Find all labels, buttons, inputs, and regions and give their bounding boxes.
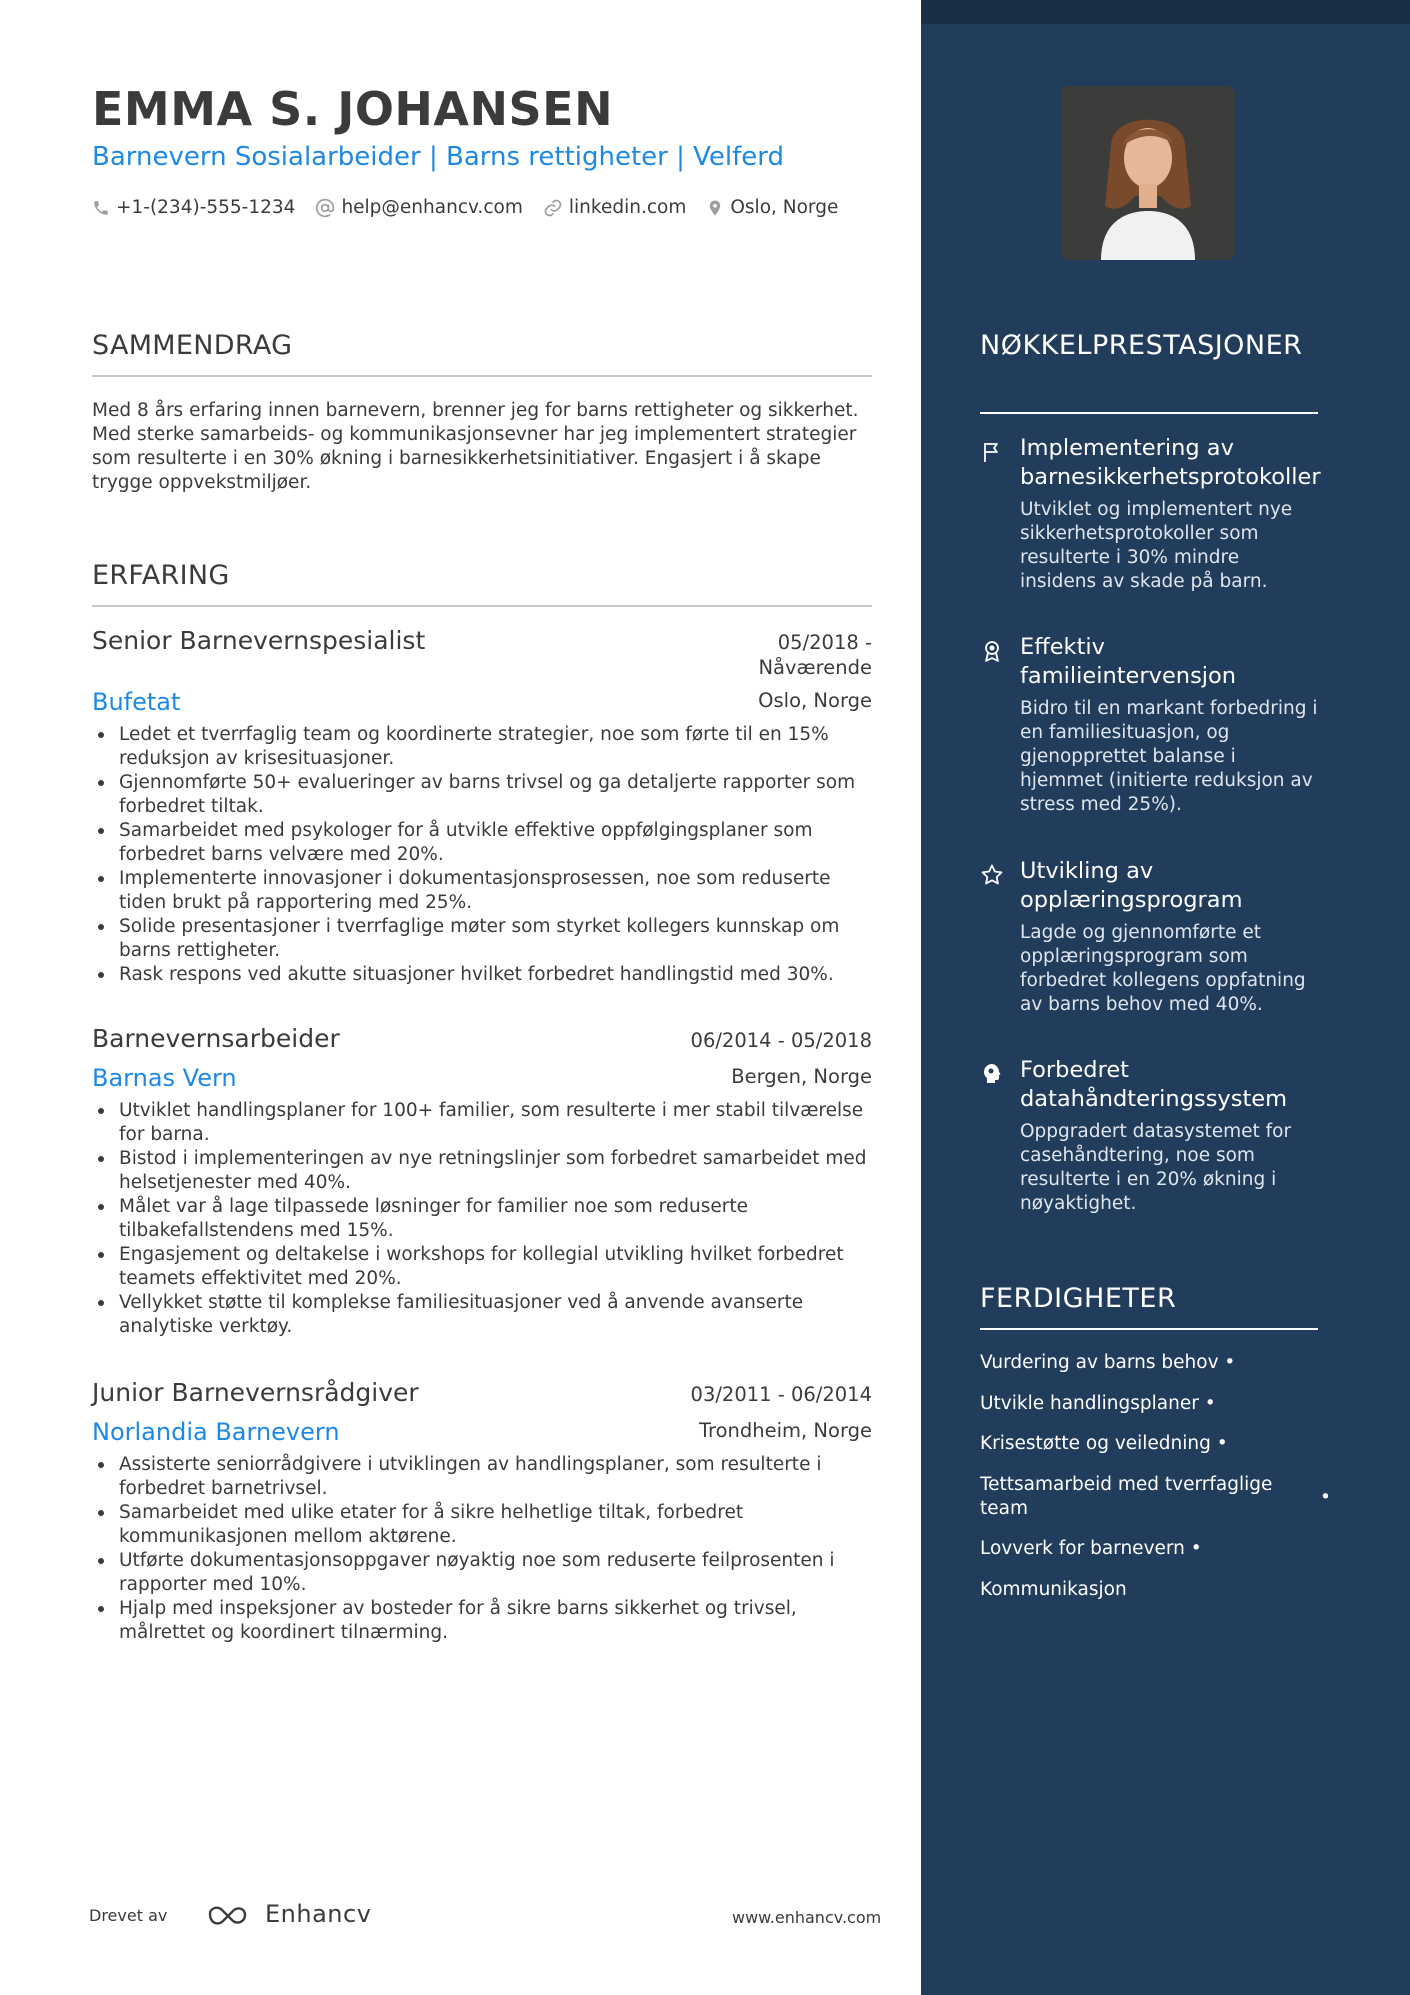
portrait-illustration xyxy=(1061,86,1235,260)
skill-label: Utvikle handlingsplaner xyxy=(980,1393,1199,1414)
contact-bar xyxy=(92,197,858,218)
job-bullets xyxy=(92,1099,872,1339)
contact-email-text: help@enhancv.com xyxy=(341,197,523,218)
achievement-description: Oppgradert datasystemet for casehåndtering, noe som resulterte i en 20% økning i nøyaktighet. xyxy=(1020,1121,1292,1214)
job-bullet: Gjennomførte 50+ evalueringer av barns trivsel og ga detaljerte rapporter som forbedret tiltak. xyxy=(92,771,872,819)
summary-divider xyxy=(92,375,872,377)
job-company[interactable]: Norlandia Barnevern xyxy=(92,1418,340,1446)
job-bullet: Målet var å lage tilpassede løsninger for familier noe som reduserte tilbakefallstendens med 15%. xyxy=(92,1195,872,1243)
job-location: Trondheim, Norge xyxy=(698,1419,872,1442)
profile-photo xyxy=(1061,86,1235,260)
skill-separator: • xyxy=(1224,1352,1236,1373)
job-bullets xyxy=(92,1453,872,1645)
job-bullet: Assisterte seniorrådgivere i utviklingen av handlingsplaner, som resulterte i forbedret barnetrivsel. xyxy=(92,1453,872,1501)
enhancv-logo-icon xyxy=(207,1901,257,1927)
skill-item xyxy=(980,1578,1320,1602)
summary-section-title: SAMMENDRAG xyxy=(92,330,293,361)
skill-label: Kommunikasjon xyxy=(980,1579,1127,1600)
job-bullet: Solide presentasjoner i tverrfaglige møter som styrket kollegers kunnskap om barns rettigheter. xyxy=(92,915,872,963)
job-bullet: Utviklet handlingsplaner for 100+ familier, som resulterte i mer stabil tilværelse for barna. xyxy=(92,1099,872,1147)
footer-url[interactable]: www.enhancv.com xyxy=(732,1908,882,1927)
job-bullet: Samarbeidet med psykologer for å utvikle effektive oppfølgingsplaner som forbedret barns velvære med 20%. xyxy=(92,819,872,867)
award-ribbon-icon xyxy=(980,639,1004,663)
footer-brand-name: Enhancv xyxy=(265,1900,372,1928)
job-bullet: Vellykket støtte til komplekse familiesituasjoner ved å anvende avanserte analytiske verktøy. xyxy=(92,1291,872,1339)
achievement-title: Forbedret datahåndteringssystem xyxy=(1020,1057,1288,1112)
sidebar-top-band xyxy=(921,0,1410,24)
skill-separator: • xyxy=(1216,1433,1228,1454)
job-bullet: Engasjement og deltakelse i workshops for kollegial utvikling hvilket forbedret teamets effektivitet med 20%. xyxy=(92,1243,872,1291)
job-location: Oslo, Norge xyxy=(758,689,872,712)
footer-brand-logo[interactable] xyxy=(207,1900,371,1928)
skills-section-title: FERDIGHETER xyxy=(980,1283,1177,1314)
contact-location xyxy=(706,197,838,218)
skill-label: Lovverk for barnevern xyxy=(980,1538,1185,1559)
contact-linkedin-text: linkedin.com xyxy=(568,197,687,218)
skill-separator: • xyxy=(1190,1538,1202,1559)
skill-item xyxy=(980,1473,1280,1521)
achievement-description: Lagde og gjennomførte et opplæringsprogram som forbedret kollegens oppfatning av barns behov med 40%. xyxy=(1020,922,1306,1015)
contact-email[interactable] xyxy=(315,197,522,218)
achievement-description: Bidro til en markant forbedring i en familiesituasjon, og gjenopprettet balanse i hjemmet (initierte reduksjon av stress med 25%). xyxy=(1020,698,1318,815)
job-bullets xyxy=(92,723,872,987)
candidate-headline: Barnevern Sosialarbeider | Barns rettigheter | Velferd xyxy=(92,142,785,172)
job-company[interactable]: Barnas Vern xyxy=(92,1064,237,1092)
achievement-description: Utviklet og implementert nye sikkerhetsprotokoller som resulterte i 30% mindre insidens av skade på barn. xyxy=(1020,499,1293,592)
job-bullet: Samarbeidet med ulike etater for å sikre helhetlige tiltak, forbedret kommunikasjonen mellom aktørene. xyxy=(92,1501,872,1549)
experience-divider xyxy=(92,605,872,607)
skill-label: Krisestøtte og veiledning xyxy=(980,1433,1211,1454)
skill-item xyxy=(980,1392,1320,1416)
brain-head-icon xyxy=(980,1062,1004,1086)
skill-separator: • xyxy=(1204,1393,1216,1414)
job-bullet: Rask respons ved akutte situasjoner hvilket forbedret handlingstid med 30%. xyxy=(92,963,872,987)
skill-label: Tettsamarbeid med tverrfaglige team xyxy=(980,1474,1273,1519)
link-icon xyxy=(543,198,563,218)
achievement-title: Effektiv familieintervensjon xyxy=(1020,634,1237,689)
skill-item xyxy=(980,1537,1320,1561)
location-pin-icon xyxy=(706,198,724,218)
job-location: Bergen, Norge xyxy=(731,1065,872,1088)
achievement-title: Utvikling av opplæringsprogram xyxy=(1020,858,1243,913)
job-bullet: Bistod i implementeringen av nye retningslinjer som forbedret samarbeidet med helsetjenester med 40%. xyxy=(92,1147,872,1195)
summary-text: Med 8 års erfaring innen barnevern, brenner jeg for barns rettigheter og sikkerhet. Med sterke samarbeids- og kommunikasjonsevner har jeg implementert strategier som resulterte i en 30% økning i barnesikkerhetsinitiativer. Engasjert i å skape trygge oppvekstmiljøer. xyxy=(92,400,859,493)
skill-item xyxy=(980,1432,1320,1456)
contact-location-text: Oslo, Norge xyxy=(730,197,839,218)
star-icon xyxy=(980,863,1004,887)
at-icon xyxy=(315,198,335,218)
job-bullet: Implementerte innovasjoner i dokumentasjonsprosessen, noe som reduserte tiden brukt på rapportering med 25%. xyxy=(92,867,872,915)
skills-divider xyxy=(980,1328,1318,1330)
contact-phone[interactable] xyxy=(92,197,295,218)
footer-powered-by: Drevet av xyxy=(89,1906,168,1925)
job-company[interactable]: Bufetat xyxy=(92,688,181,716)
skill-item xyxy=(980,1351,1320,1375)
achievements-section-title: NØKKELPRESTASJONER xyxy=(980,330,1303,361)
achievement-title: Implementering av barnesikkerhetsprotokoller xyxy=(1020,435,1321,490)
job-bullet: Ledet et tverrfaglig team og koordinerte strategier, noe som førte til en 15% reduksjon av krisesituasjoner. xyxy=(92,723,872,771)
phone-icon xyxy=(92,199,110,217)
candidate-name: EMMA S. JOHANSEN xyxy=(92,82,614,136)
experience-section-title: ERFARING xyxy=(92,560,230,591)
job-date: 03/2011 - 06/2014 xyxy=(690,1383,872,1406)
job-bullet: Hjalp med inspeksjoner av bosteder for å sikre barns sikkerhet og trivsel, målrettet og koordinert tilnærming. xyxy=(92,1597,872,1645)
job-title: Barnevernsarbeider xyxy=(92,1024,340,1053)
contact-linkedin[interactable] xyxy=(543,197,686,218)
contact-phone-text: +1-(234)-555-1234 xyxy=(116,197,296,218)
skill-label: Vurdering av barns behov xyxy=(980,1352,1219,1373)
job-bullet: Utførte dokumentasjonsoppgaver nøyaktig noe som reduserte feilprosenten i rapporter med 10%. xyxy=(92,1549,872,1597)
job-date: 06/2014 - 05/2018 xyxy=(690,1029,872,1052)
flag-icon xyxy=(980,440,1004,464)
achievements-divider xyxy=(980,412,1318,414)
skill-separator: • xyxy=(1320,1487,1331,1508)
job-date: 05/2018 - Nåværende xyxy=(758,631,872,679)
job-title: Junior Barnevernsrådgiver xyxy=(92,1378,419,1407)
job-title: Senior Barnevernspesialist xyxy=(92,626,426,655)
